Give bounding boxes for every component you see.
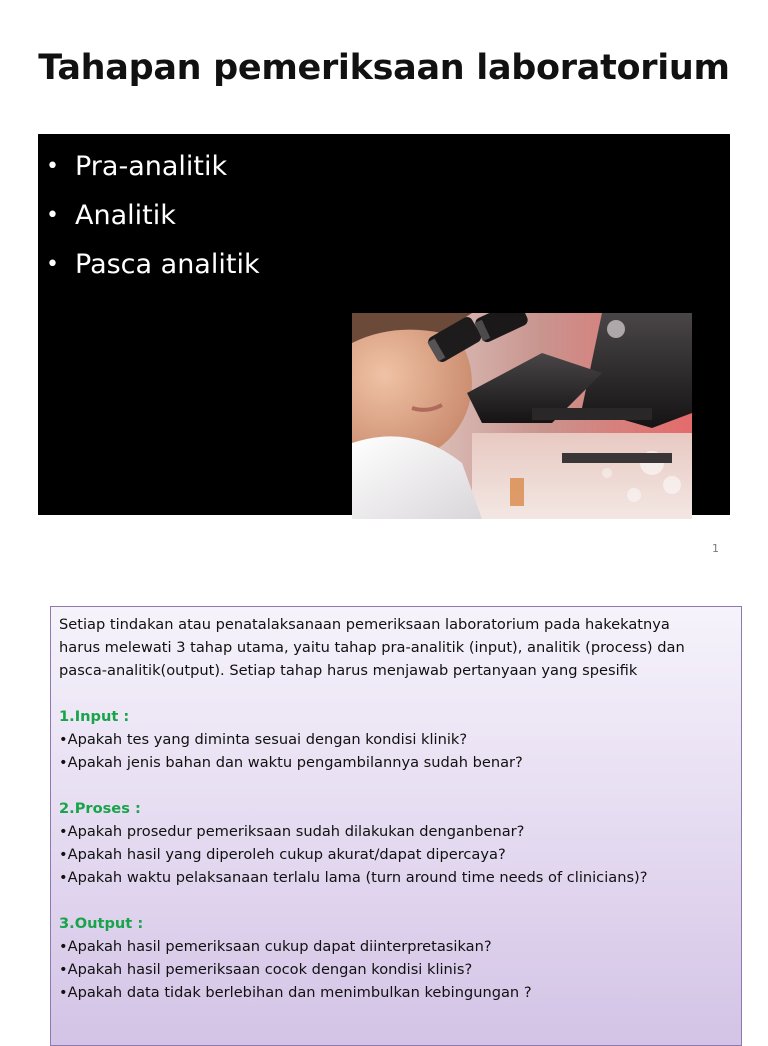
section-heading-proses: 2.Proses : <box>59 800 141 817</box>
microscope-photo <box>352 313 692 519</box>
notes-panel <box>50 606 742 1046</box>
intro-line: pasca-analitik(output). Setiap tahap harus menjawab pertanyaan yang spesifik <box>59 662 638 679</box>
question-item: •Apakah tes yang diminta sesuai dengan kondisi klinik? <box>59 731 468 748</box>
slide-title: Tahapan pemeriksaan laboratorium <box>38 48 730 88</box>
bullet-item-pasca-analitik <box>46 240 260 289</box>
bullet-label: Pasca analitik <box>75 249 260 280</box>
bullet-item-pra-analitik <box>46 142 260 191</box>
slide-content-panel <box>38 134 730 515</box>
intro-line: Setiap tindakan atau penatalaksanaan pemeriksaan laboratorium pada hakekatnya <box>59 616 670 633</box>
question-item: •Apakah hasil yang diperoleh cukup akurat/dapat dipercaya? <box>59 846 506 863</box>
question-item: •Apakah jenis bahan dan waktu pengambilannya sudah benar? <box>59 754 523 771</box>
section-heading-output: 3.Output : <box>59 915 144 932</box>
bullet-item-analitik <box>46 191 260 240</box>
section-heading-input: 1.Input : <box>59 708 130 725</box>
question-item: •Apakah waktu pelaksanaan terlalu lama (turn around time needs of clinicians)? <box>59 869 648 886</box>
page-number: 1 <box>712 542 719 555</box>
bullet-dot: • <box>46 203 59 228</box>
bullet-dot: • <box>46 252 59 277</box>
bullet-dot: • <box>46 154 59 179</box>
question-item: •Apakah hasil pemeriksaan cocok dengan kondisi klinis? <box>59 961 473 978</box>
intro-line: harus melewati 3 tahap utama, yaitu tahap pra-analitik (input), analitik (process) dan <box>59 639 685 656</box>
bullet-label: Analitik <box>75 200 176 231</box>
bullet-list <box>46 142 260 289</box>
question-item: •Apakah hasil pemeriksaan cukup dapat diinterpretasikan? <box>59 938 492 955</box>
microscope-illustration <box>352 313 692 519</box>
bullet-label: Pra-analitik <box>75 151 228 182</box>
question-item: •Apakah prosedur pemeriksaan sudah dilakukan denganbenar? <box>59 823 525 840</box>
question-item: •Apakah data tidak berlebihan dan menimbulkan kebingungan ? <box>59 984 532 1001</box>
